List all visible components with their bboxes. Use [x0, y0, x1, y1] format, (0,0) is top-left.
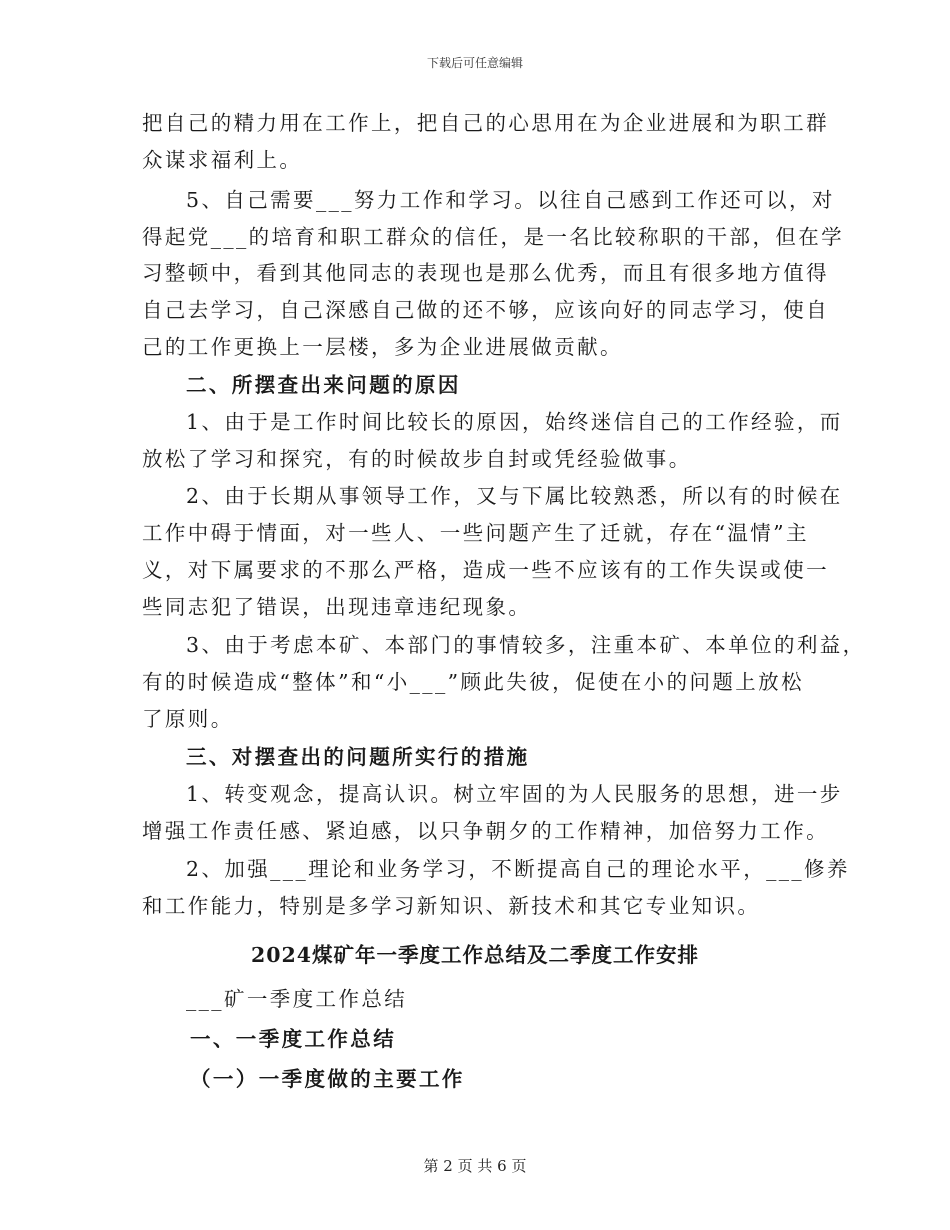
paragraph-line: 2、由于长期从事领导工作，又与下属比较熟悉，所以有的时候在 — [186, 484, 843, 508]
paragraph-line: 把自己的精力用在工作上，把自己的心思用在为企业进展和为职工群 — [142, 111, 829, 135]
paragraph-line: 2、加强___理论和业务学习，不断提高自己的理论水平，___修养 — [186, 857, 850, 881]
paragraph-line: 些同志犯了错误，出现违章违纪现象。 — [142, 595, 532, 619]
page-footer: 第 2 页 共 6 页 — [423, 1157, 527, 1175]
paragraph-line: 义，对下属要求的不那么严格，造成一些不应该有的工作失误或使一 — [142, 558, 829, 582]
paragraph-line: 放松了学习和探究，有的时候故步自封或凭经验做事。 — [142, 447, 692, 471]
paragraph-line: 有的时候造成“整体”和“小___”顾此失彼，促使在小的问题上放松 — [142, 670, 804, 694]
section-heading: 一、一季度工作总结 — [190, 1027, 397, 1051]
paragraph-line: 5、自己需要___努力工作和学习。以往自己感到工作还可以，对 — [186, 188, 835, 212]
section-heading: 二、所摆查出来问题的原因 — [186, 373, 461, 397]
section-heading: 三、对摆查出的问题所实行的措施 — [186, 745, 530, 769]
subsection-heading: （一）一季度做的主要工作 — [190, 1067, 465, 1091]
paragraph-line: 己的工作更换上一层楼，多为企业进展做贡献。 — [142, 335, 623, 359]
page-header: 下载后可任意编辑 — [426, 56, 523, 70]
paragraph-line: 1、转变观念，提高认识。树立牢固的为人民服务的思想，进一步 — [186, 782, 843, 806]
paragraph-line: 自己去学习，自己深感自己做的还不够，应该向好的同志学习，使自 — [142, 298, 829, 322]
paragraph-line: 了原则。 — [142, 707, 234, 731]
paragraph-line: 工作中碍于情面，对一些人、一些问题产生了迁就，存在“温情”主 — [142, 521, 809, 545]
paragraph-line: 得起党___的培育和职工群众的信任，是一名比较称职的干部，但在学 — [142, 225, 845, 249]
paragraph-line: ___矿一季度工作总结 — [186, 987, 408, 1011]
paragraph-line: 1、由于是工作时间比较长的原因，始终迷信自己的工作经验，而 — [186, 410, 843, 434]
paragraph-line: 众谋求福利上。 — [142, 148, 303, 172]
paragraph-line: 增强工作责任感、紧迫感，以只争朝夕的工作精神，加倍努力工作。 — [142, 819, 829, 843]
document-title: 2024煤矿年一季度工作总结及二季度工作安排 — [250, 943, 700, 967]
paragraph-line: 习整顿中，看到其他同志的表现也是那么优秀，而且有很多地方值得 — [142, 261, 829, 285]
paragraph-line: 3、由于考虑本矿、本部门的事情较多，注重本矿、本单位的利益， — [186, 633, 866, 657]
paragraph-line: 和工作能力，特别是多学习新知识、新技术和其它专业知识。 — [142, 894, 761, 918]
